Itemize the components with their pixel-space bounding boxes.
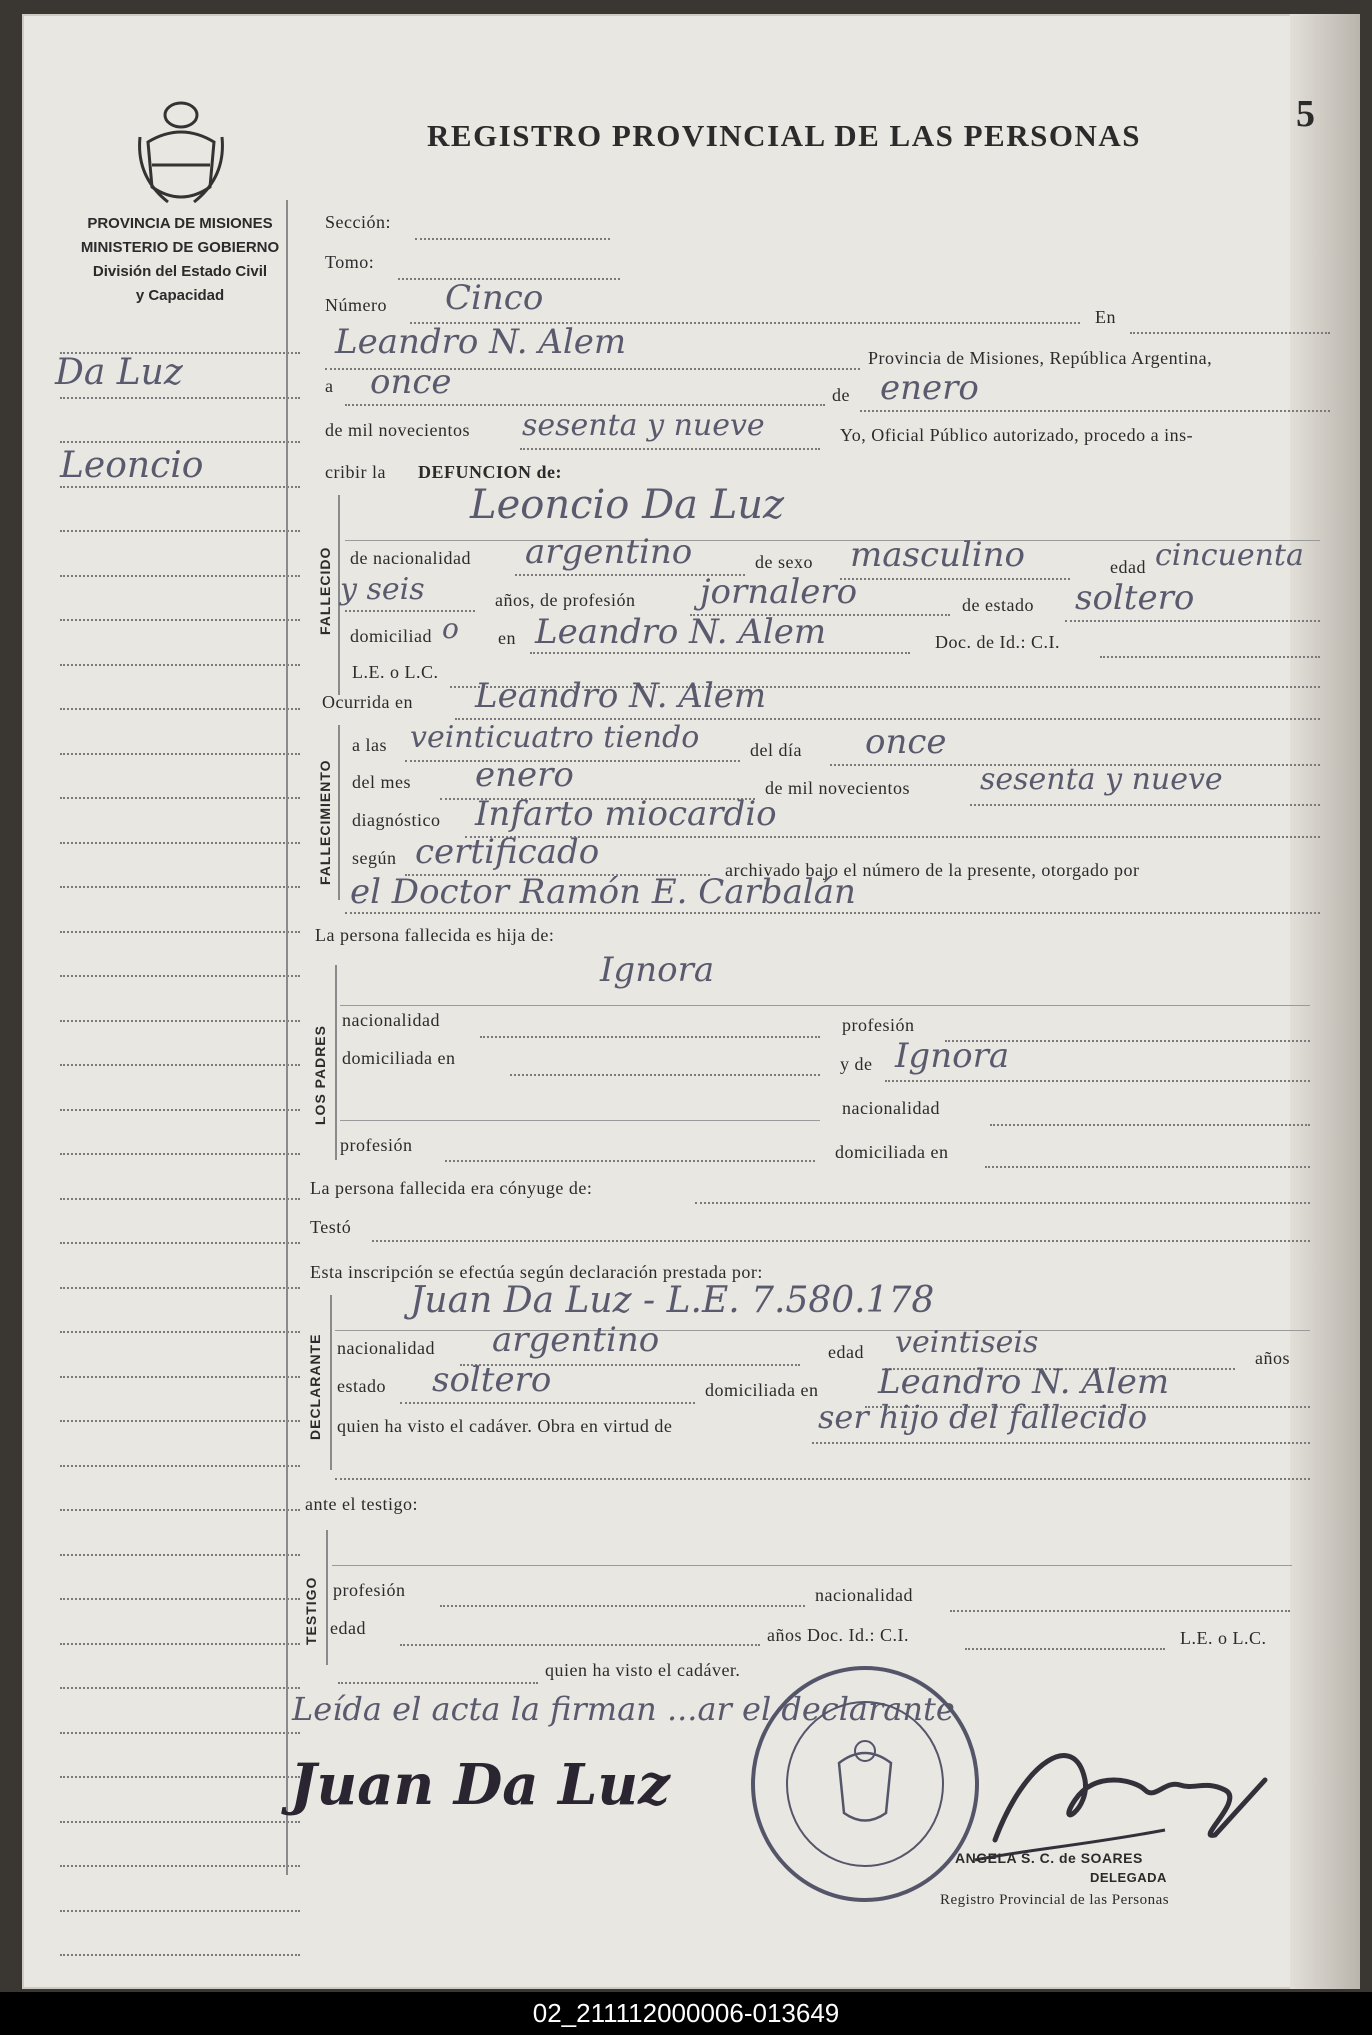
margin-line — [60, 1287, 300, 1289]
label-le-o-lc: L.E. o L.C. — [1180, 1628, 1267, 1648]
label-dec-anos: años — [1255, 1348, 1290, 1368]
domiciliada-padre-line — [510, 1074, 820, 1076]
testo-line — [372, 1240, 1310, 1242]
label-inscripcion: Esta inscripción se efectúa según declaración prestada por: — [310, 1262, 763, 1282]
testigo-bracket — [326, 1530, 328, 1665]
label-ante-testigo: ante el testigo: — [305, 1494, 418, 1514]
margin-line — [60, 753, 300, 755]
hw-sexo: masculino — [850, 535, 1026, 575]
seccion-line — [415, 238, 610, 240]
label-quien-visto: quien ha visto el cadáver. Obra en virtud de — [337, 1416, 673, 1436]
conyuge-line — [695, 1202, 1310, 1204]
label-dec-estado: estado — [337, 1376, 386, 1396]
margin-surname: Da Luz — [55, 352, 183, 393]
hw-dec-edad: veintiseis — [895, 1325, 1039, 1360]
hw-dec-domicilio: Leandro N. Alem — [878, 1362, 1170, 1402]
testigo-profesion-line — [440, 1605, 805, 1607]
label-en2: en — [498, 628, 516, 648]
margin-line — [60, 1376, 300, 1378]
hw-hora: veinticuatro tiendo — [410, 720, 700, 755]
hw-diagnostico: Infarto miocardio — [475, 794, 777, 834]
hw-mes: enero — [880, 368, 979, 408]
issuer-header — [50, 212, 310, 308]
label-de-sexo: de sexo — [755, 552, 813, 572]
label-de-mil: de mil novecientos — [325, 420, 470, 440]
declarante-line — [335, 1330, 1310, 1331]
hw-segun: certificado — [415, 832, 600, 872]
hw-dia-muerte: once — [865, 722, 947, 762]
margin-line — [60, 886, 300, 888]
madre-extra-line — [340, 1120, 820, 1121]
margin-line — [60, 1331, 300, 1333]
label-de-nacionalidad: de nacionalidad — [350, 548, 471, 568]
label-testigo-nacionalidad: nacionalidad — [815, 1585, 913, 1605]
anio-line — [520, 448, 820, 450]
margin-line — [60, 842, 300, 844]
testigo-doc-line — [965, 1648, 1165, 1650]
hw-domicilio: Leandro N. Alem — [535, 612, 827, 652]
margin-line — [60, 1821, 300, 1823]
hw-domiciliado-o: o — [442, 612, 459, 645]
label-nacionalidad-madre: nacionalidad — [842, 1098, 940, 1118]
label-cribir: cribir la — [325, 462, 386, 482]
margin-given-name: Leoncio — [60, 445, 204, 486]
label-de: de — [832, 385, 850, 405]
label-anos-profesion: años, de profesión — [495, 590, 636, 610]
side-label-fallecimiento: FALLECIMIENTO — [317, 759, 333, 885]
label-de-mil2: de mil novecientos — [765, 778, 910, 798]
label-del-dia: del día — [750, 740, 802, 760]
hw-nombre: Leoncio Da Luz — [470, 482, 785, 528]
declarante-bracket — [330, 1295, 332, 1470]
madre-line — [885, 1080, 1310, 1082]
margin-line — [60, 1242, 300, 1244]
label-domiciliada-madre: domiciliada en — [835, 1142, 949, 1162]
official-role: DELEGADA — [1090, 1870, 1167, 1885]
side-label-testigo: TESTIGO — [303, 1576, 319, 1645]
label-nacionalidad-padre: nacionalidad — [342, 1010, 440, 1030]
margin-line — [60, 619, 300, 621]
sexo-line — [840, 578, 1070, 580]
label-tomo: Tomo: — [325, 252, 375, 272]
hw-ocurrida: Leandro N. Alem — [475, 676, 767, 716]
quien-visto2-line — [338, 1682, 538, 1684]
hw-edad2: y seis — [340, 572, 425, 607]
issuer-ministry: MINISTERIO DE GOBIERNO — [80, 239, 280, 256]
hw-anio: sesenta y nueve — [522, 408, 765, 443]
page-edge — [1290, 14, 1360, 1989]
label-de-estado: de estado — [962, 595, 1034, 615]
margin-line — [60, 664, 300, 666]
label-dec-nacionalidad: nacionalidad — [337, 1338, 435, 1358]
margin-line — [60, 1020, 300, 1022]
margin-line — [60, 1509, 300, 1511]
estado-line — [1065, 620, 1320, 622]
hw-dia: once — [370, 362, 452, 402]
page-number: 5 — [1296, 93, 1315, 135]
hw-dec-virtud: ser hijo del fallecido — [818, 1398, 1148, 1436]
hw-padre: Ignora — [600, 950, 715, 990]
hw-dec-estado: soltero — [432, 1360, 552, 1400]
issuer-capacity: y Capacidad — [135, 287, 225, 304]
label-dec-edad: edad — [828, 1342, 864, 1362]
margin-line — [60, 1064, 300, 1066]
dec-virtud-line — [812, 1442, 1310, 1444]
dec-estado-line — [400, 1402, 695, 1404]
margin-line — [60, 1153, 300, 1155]
official-office: Registro Provincial de las Personas — [940, 1892, 1170, 1908]
label-conyuge: La persona fallecida era cónyuge de: — [310, 1178, 593, 1198]
hw-doctor: el Doctor Ramón E. Carbalán — [350, 872, 856, 912]
label-doc-id: Doc. de Id.: C.I. — [935, 632, 1060, 652]
label-a-las: a las — [352, 735, 387, 755]
label-profesion-padre: profesión — [842, 1015, 915, 1035]
label-testigo-edad: edad — [330, 1618, 366, 1638]
label-le-lc: L.E. o L.C. — [352, 662, 439, 682]
coat-of-arms-icon — [138, 97, 224, 207]
padres-line — [340, 1005, 1310, 1006]
official-name: ANGELA S. C. de SOARES — [955, 1850, 1143, 1866]
declarant-signature: Juan Da Luz — [290, 1752, 670, 1818]
en-line — [1130, 332, 1330, 334]
margin-line — [60, 1776, 300, 1778]
label-segun: según — [352, 848, 397, 868]
dia-line — [345, 404, 825, 406]
label-defuncion: DEFUNCION de: — [418, 462, 562, 482]
margin-line — [60, 1198, 300, 1200]
margin-line — [60, 1598, 300, 1600]
margin-line — [60, 708, 300, 710]
hw-estado: soltero — [1075, 578, 1195, 618]
side-label-declarante: DECLARANTE — [307, 1333, 323, 1440]
hw-mes-muerte: enero — [475, 755, 574, 795]
hw-dec-nacionalidad: argentino — [492, 1320, 660, 1360]
label-dec-domiciliada: domiciliada en — [705, 1380, 819, 1400]
hw-leida: Leída el acta la firman ...ar el declarante — [292, 1690, 955, 1728]
testigo-edad-line — [400, 1644, 760, 1646]
hw-madre: Ignora — [895, 1036, 1010, 1076]
margin-line — [60, 397, 300, 399]
official-signature-icon — [965, 1720, 1285, 1870]
margin-line — [60, 975, 300, 977]
testigo-nacionalidad-line — [950, 1610, 1290, 1612]
side-label-padres: LOS PADRES — [312, 1025, 328, 1125]
label-domiciliad: domiciliad — [350, 626, 432, 646]
margin-line — [60, 1465, 300, 1467]
document-title: REGISTRO PROVINCIAL DE LAS PERSONAS — [427, 118, 1141, 153]
hw-nacionalidad: argentino — [525, 532, 693, 572]
label-provincia: Provincia de Misiones, República Argentina, — [868, 348, 1213, 368]
margin-line — [60, 1865, 300, 1867]
domicilio-line — [530, 652, 910, 654]
issuer-division: División del Estado Civil — [92, 263, 268, 280]
hw-anio-muerte: sesenta y nueve — [980, 762, 1223, 797]
label-archivado: archivado bajo el número de la presente, otorgado por — [725, 860, 1140, 880]
doc-id-line — [1100, 656, 1320, 658]
label-ocurrida-en: Ocurrida en — [322, 692, 413, 712]
margin-line — [60, 1554, 300, 1556]
label-anos-doc: años Doc. Id.: C.I. — [767, 1625, 909, 1645]
anio-muerte-line — [970, 804, 1320, 806]
nacionalidad-padre-line — [480, 1036, 820, 1038]
hw-lugar: Leandro N. Alem — [335, 322, 627, 362]
doctor-line — [345, 912, 1320, 914]
margin-line — [60, 1643, 300, 1645]
profesion-madre-line — [445, 1160, 815, 1162]
hw-numero: Cinco — [445, 278, 544, 318]
padres-bracket — [335, 965, 337, 1160]
margin-line — [60, 441, 300, 443]
label-edad: edad — [1110, 557, 1146, 577]
margin-line — [60, 797, 300, 799]
margin-line — [60, 1687, 300, 1689]
label-del-mes: del mes — [352, 772, 411, 792]
dec-extra-line — [335, 1478, 1310, 1480]
nacionalidad-madre-line — [990, 1124, 1310, 1126]
label-yo-oficial: Yo, Oficial Público autorizado, procedo a ins- — [840, 425, 1194, 445]
margin-line — [60, 1420, 300, 1422]
label-quien-visto2: quien ha visto el cadáver. — [545, 1660, 741, 1680]
label-hija-de: La persona fallecida es hija de: — [315, 925, 555, 945]
margin-line — [60, 931, 300, 933]
label-profesion-madre: profesión — [340, 1135, 413, 1155]
testigo-name-line — [332, 1565, 1292, 1566]
label-numero: Número — [325, 295, 387, 315]
label-en: En — [1095, 307, 1116, 327]
side-label-fallecido: FALLECIDO — [317, 546, 333, 635]
hw-declarante: Juan Da Luz - L.E. 7.580.178 — [410, 1280, 935, 1321]
label-testigo-profesion: profesión — [333, 1580, 406, 1600]
margin-line — [60, 1954, 300, 1956]
margin-line — [60, 575, 300, 577]
label-diagnostico: diagnóstico — [352, 810, 441, 830]
issuer-province: PROVINCIA DE MISIONES — [87, 215, 273, 232]
hw-edad: cincuenta — [1155, 538, 1304, 573]
label-seccion: Sección: — [325, 212, 391, 232]
fallecimiento-bracket — [338, 725, 340, 900]
label-y-de: y de — [840, 1054, 873, 1074]
label-domiciliada-en: domiciliada en — [342, 1048, 456, 1068]
label-a: a — [325, 376, 334, 396]
mes-line — [860, 410, 1330, 412]
margin-line — [60, 1910, 300, 1912]
margin-line — [60, 1109, 300, 1111]
hw-profesion: jornalero — [700, 572, 858, 612]
footer-id: 02_211112000006-013649 — [0, 1992, 1372, 2035]
margin-line — [60, 530, 300, 532]
label-testo: Testó — [310, 1217, 352, 1237]
domiciliada-madre-line — [985, 1166, 1310, 1168]
margin-divider — [286, 200, 288, 1875]
margin-line — [60, 1732, 300, 1734]
